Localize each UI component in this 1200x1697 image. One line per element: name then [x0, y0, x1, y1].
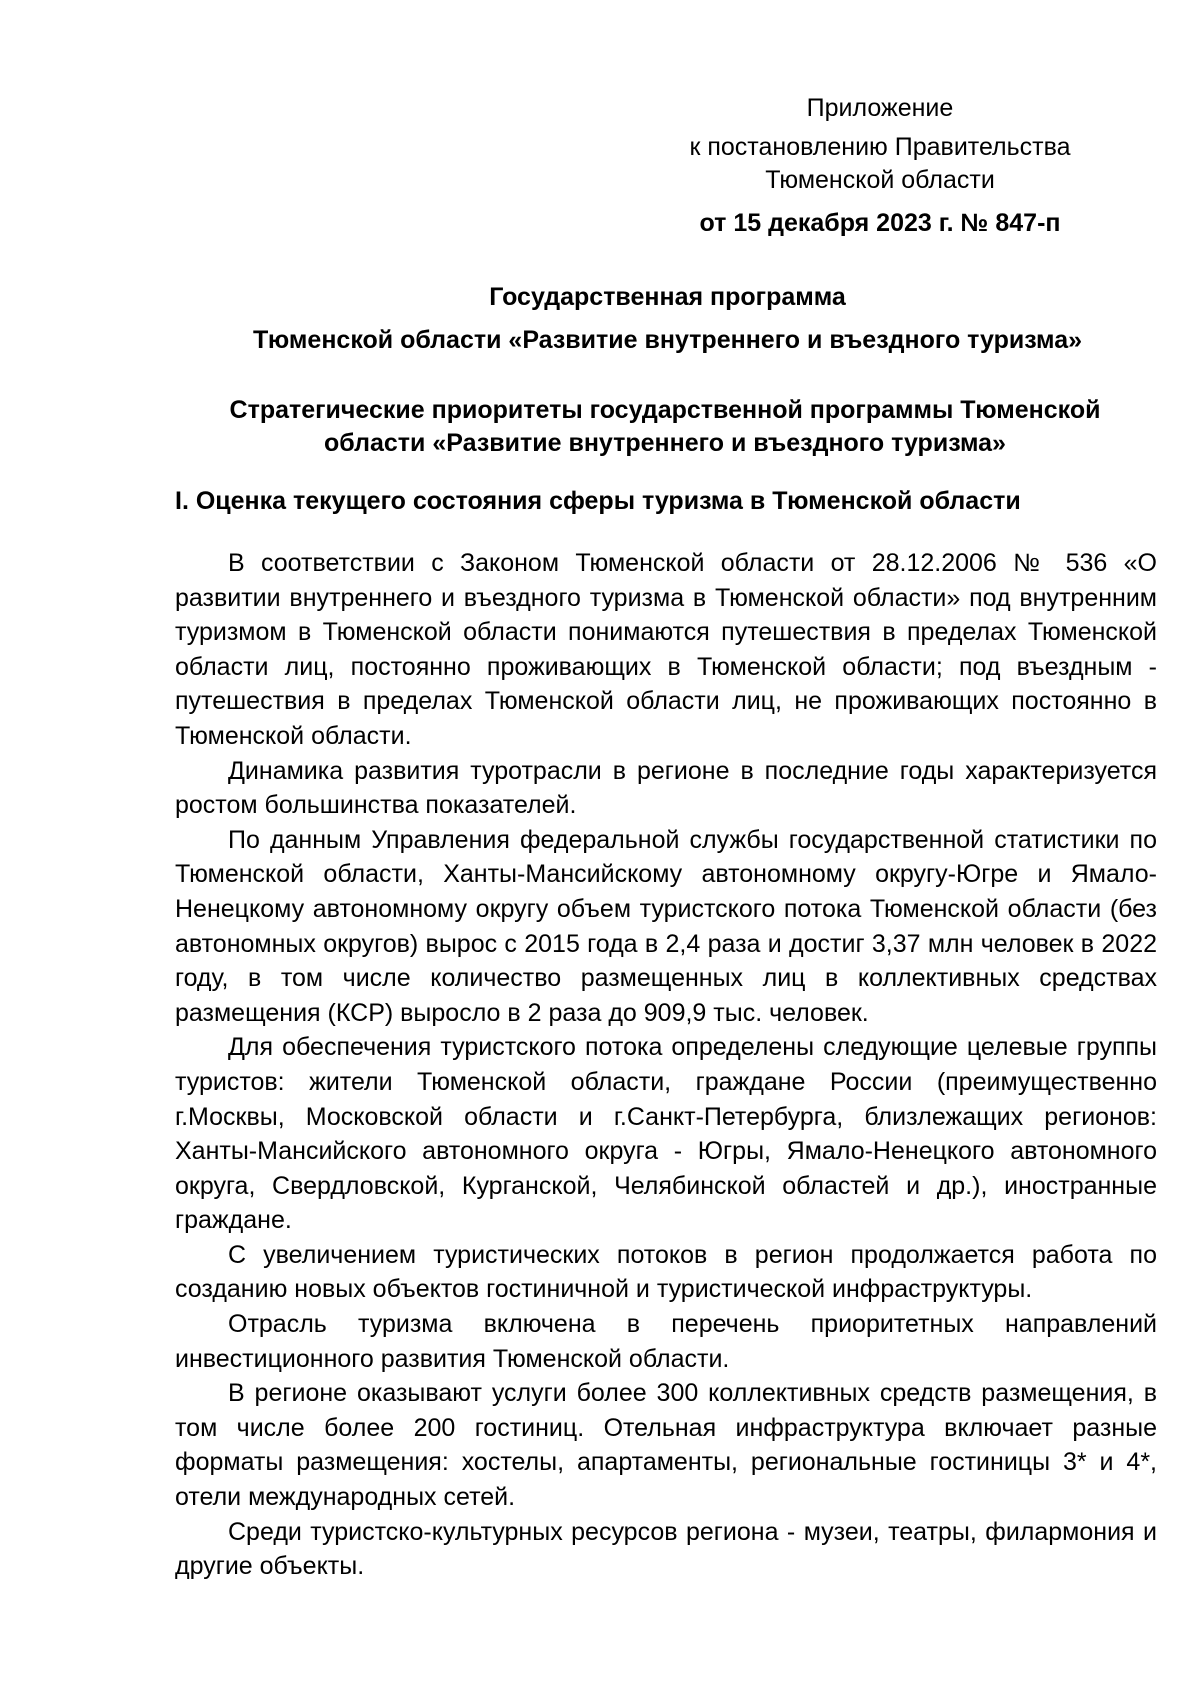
paragraph: С увеличением туристических потоков в регион продолжается работа по созданию новых объектов гостиничной и туристической инфраструктуры. [175, 1240, 1157, 1304]
program-title-line1: Государственная программа [489, 283, 846, 311]
paragraph: Среди туристско-культурных ресурсов региона - музеи, театры, филармония и другие объекты. [175, 1517, 1157, 1581]
annex-header [660, 92, 1100, 240]
priorities-heading-line1: Стратегические приоритеты государственной программы Тюменской [229, 396, 1101, 424]
paragraph: В соответствии с Законом Тюменской области от 28.12.2006 № 536 «О развитии внутреннего и въездного туризма в Тюменской области» под внутренним туризмом в Тюменской области понимаются путешествия в пределах Тюменской области лиц, постоянно проживающих в Тюменской области; под въездным - путешествия в пределах Тюменской области лиц, не проживающих постоянно в Тюменской области. [175, 549, 1157, 750]
body-text [175, 546, 1157, 1584]
annex-title: Приложение [806, 94, 954, 122]
program-title [175, 276, 1160, 362]
paragraph: Для обеспечения туристского потока определены следующие целевые группы туристов: жители Тюменской области, граждане России (преимущественно г.Москвы, Московской области и г.Санкт-Петербурга, близлежащих регионов: Ханты-Мансийского автономного округа - Югры, Ямало-Ненецкого автономного округа, Свердловской, Курганской, Челябинской областей и др.), иностранные граждане. [175, 1033, 1157, 1235]
annex-decree-date-number: от 15 декабря 2023 г. № 847-п [699, 209, 1061, 237]
paragraph: По данным Управления федеральной службы государственной статистики по Тюменской области, Ханты-Мансийскому автономному округу-Югре и Ямало-Ненецкому автономному округу объем туристского потока Тюменской области (без автономных округов) вырос с 2015 года в 2,4 раза и достиг 3,37 млн человек в 2022 году, в том числе количество размещенных лиц в коллективных средствах размещения (КСР) выросло в 2 раза до 909,9 тыс. человек. [175, 825, 1157, 1027]
paragraph: В регионе оказывают услуги более 300 коллективных средств размещения, в том числе более 200 гостиниц. Отельная инфраструктура включает разные форматы размещения: хостелы, апартаменты, региональные гостиницы 3* и 4*, отели международных сетей. [175, 1379, 1157, 1512]
section-heading: I. Оценка текущего состояния сферы туризма в Тюменской области [175, 487, 1021, 515]
priorities-heading-line2: области «Развитие внутреннего и въездного туризма» [324, 429, 1006, 457]
priorities-heading [175, 394, 1155, 460]
paragraph: Отрасль туризма включена в перечень приоритетных направлений инвестиционного развития Тюменской области. [175, 1310, 1157, 1373]
program-title-line2: Тюменской области «Развитие внутреннего и въездного туризма» [252, 326, 1083, 354]
paragraph: Динамика развития туротрасли в регионе в последние годы характеризуется ростом большинства показателей. [175, 756, 1157, 820]
annex-decree-reference-line1: к постановлению Правительства [689, 133, 1071, 161]
annex-decree-reference-line2: Тюменской области [765, 166, 995, 194]
